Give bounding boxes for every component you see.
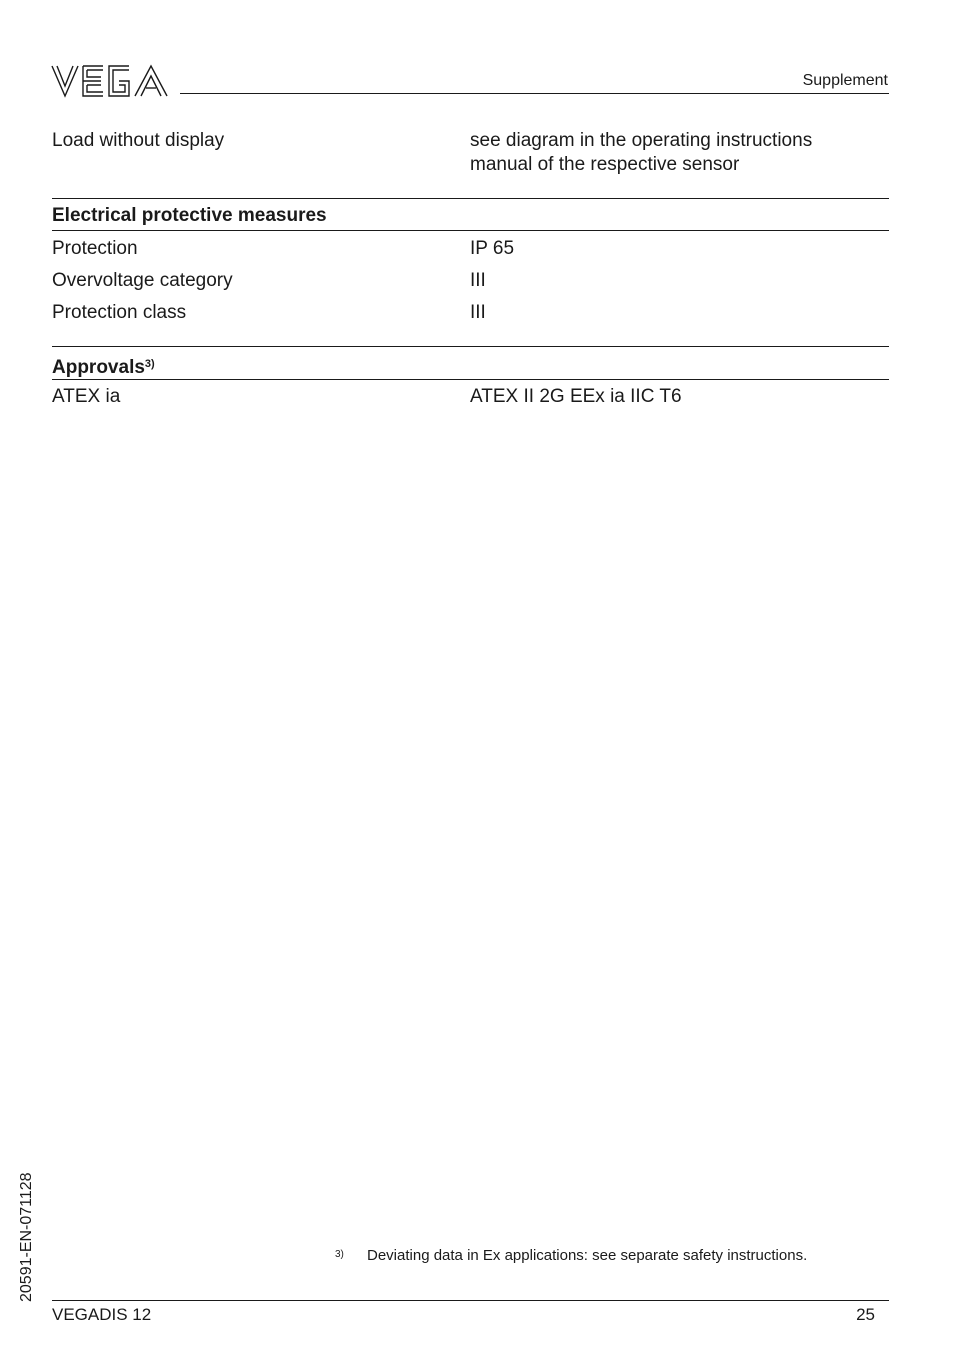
load-label: Load without display (52, 130, 225, 151)
protection-class-value: III (470, 302, 486, 323)
vega-logo (51, 64, 169, 98)
section-rule-top (52, 346, 889, 347)
approvals-heading-text: Approvals (52, 357, 145, 378)
protection-value: IP 65 (470, 238, 515, 259)
footer-product: VEGADIS 12 (52, 1305, 152, 1324)
protection-label: Protection (52, 238, 138, 259)
atex-label: ATEX ia (52, 386, 121, 407)
document-code: 20591-EN-071128 (18, 1172, 35, 1302)
overvoltage-value: III (470, 270, 486, 291)
overvoltage-label: Overvoltage category (52, 270, 233, 291)
section-label: Supplement (802, 72, 888, 89)
footer-rule (52, 1300, 889, 1301)
electrical-heading: Electrical protective measures (52, 205, 327, 226)
approvals-footnote-ref: 3) (144, 358, 155, 370)
atex-value: ATEX II 2G EEx ia IIC T6 (470, 386, 682, 407)
section-rule-bottom (52, 379, 889, 380)
load-value-line1: see diagram in the operating instructions (470, 130, 813, 151)
load-value-line2: manual of the respective sensor (470, 154, 740, 175)
section-rule-top (52, 198, 889, 199)
footnote-text: Deviating data in Ex applications: see separate safety instructions. (367, 1247, 808, 1264)
page-number: 25 (856, 1305, 875, 1324)
header-rule (180, 93, 889, 94)
approvals-heading (52, 352, 155, 380)
protection-class-label: Protection class (52, 302, 187, 323)
section-rule-bottom (52, 230, 889, 231)
footnote-marker: 3) (335, 1249, 344, 1260)
